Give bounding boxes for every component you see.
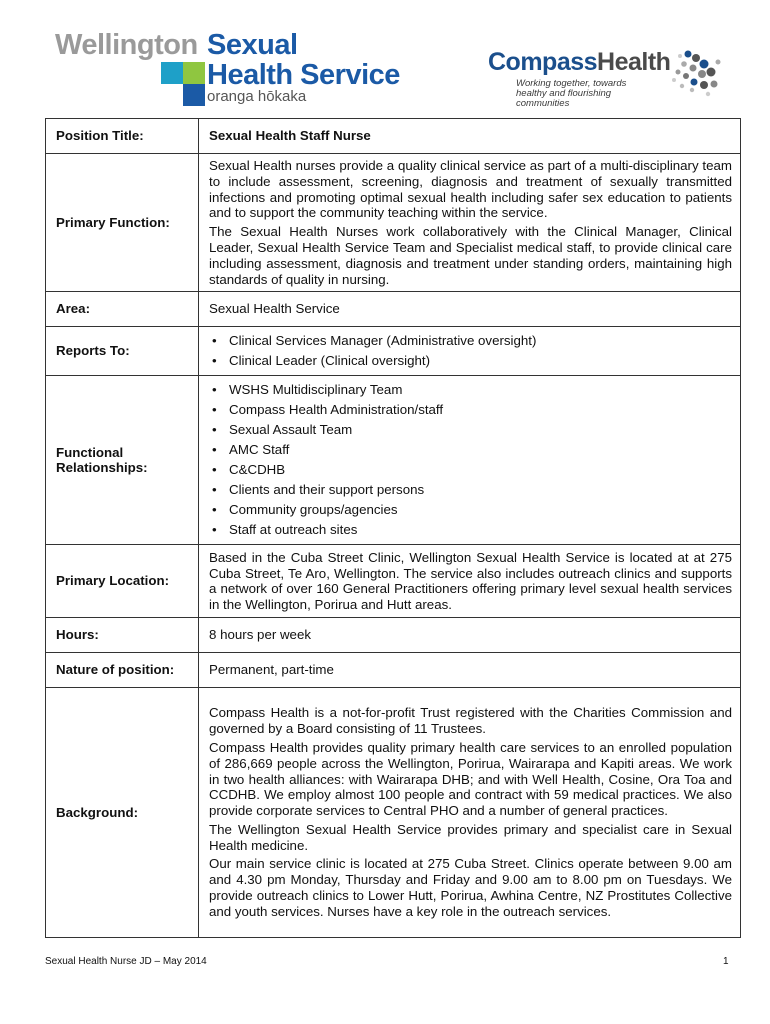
logo-text-sexual: Sexual — [207, 29, 298, 61]
list-item: • Clinical Leader (Clinical oversight) — [229, 351, 732, 371]
row-hours — [46, 618, 741, 653]
label-nature-of-position: Nature of position: — [46, 653, 199, 688]
footer-document-title: Sexual Health Nurse JD – May 2014 — [45, 956, 207, 967]
logo-square-blue — [183, 84, 205, 106]
value-position-title: Sexual Health Staff Nurse — [199, 119, 741, 154]
footer-page-number: 1 — [723, 956, 729, 967]
value-primary-location: Based in the Cuba Street Clinic, Wellington Sexual Health Service is located at at 275 Cuba Street, Te Aro, Wellington. The service also includes outreach clinics and supports a network of over 160 General Practitioners offering primary level sexual health services in the Wellington, Porirua and Hutt areas. — [199, 545, 741, 618]
row-primary-location — [46, 545, 741, 618]
value-background — [199, 688, 741, 938]
row-reports-to — [46, 327, 741, 376]
label-primary-function: Primary Function: — [46, 154, 199, 292]
position-details-table — [45, 118, 741, 688]
label-functional-relationships: Functional Relationships: — [46, 376, 199, 545]
value-area: Sexual Health Service — [199, 292, 741, 327]
list-item: • WSHS Multidisciplinary Team — [229, 380, 732, 400]
list-item: • Clinical Services Manager (Administrative oversight) — [229, 331, 732, 351]
background-paragraph: Our main service clinic is located at 275 Cuba Street. Clinics operate between 9.00 am and 4.30 pm Monday, Thursday and Friday and 9.00 am to 8.00 pm on Tuesdays. We provide outreach clinics to Lower Hutt, Porirua, Awhina Centre, NZ Prostitutes Collective and youth services. Nurses have a key role in the outreach services. — [209, 856, 732, 919]
logo-text-oranga-hokaka: oranga hōkaka — [207, 88, 307, 105]
wshs-logo — [55, 28, 415, 106]
row-position-title — [46, 119, 741, 154]
list-item: • AMC Staff — [229, 440, 732, 460]
list-item: • C&CDHB — [229, 460, 732, 480]
logo-square-cyan — [161, 62, 183, 84]
compass-dots-icon — [666, 44, 726, 99]
background-paragraph: Compass Health provides quality primary health care services to an enrolled population of 286,669 people across the Wellington, Porirua, Wairarapa and Kapiti areas. We work in two health alliances: with Wairarapa DHB; and with Well Health, Cosine, Ora Toa and CCDHB. We employ almost 100 people and contract with 59 medical practices. We also provide corporate services to Central PHO and a number of general practices. — [209, 739, 732, 819]
compass-health-logo — [488, 44, 728, 109]
label-position-title: Position Title: — [46, 119, 199, 154]
value-primary-function — [199, 154, 741, 292]
row-primary-function — [46, 154, 741, 292]
background-table — [45, 687, 741, 938]
primary-function-paragraph: The Sexual Health Nurses work collaboratively with the Clinical Manager, Clinical Leader, Sexual Health Service Team and Specialist medical staff, to provide clinical care including assessment, diagnosis and treatment under standing orders, maintaining high standards of quality in nursing. — [209, 224, 732, 287]
background-paragraph: Compass Health is a not-for-profit Trust registered with the Charities Commission and governed by a Board consisting of 11 Trustees. — [209, 705, 732, 737]
label-hours: Hours: — [46, 618, 199, 653]
label-primary-location: Primary Location: — [46, 545, 199, 618]
row-functional-relationships — [46, 376, 741, 545]
value-hours: 8 hours per week — [199, 618, 741, 653]
list-item: • Sexual Assault Team — [229, 420, 732, 440]
row-area — [46, 292, 741, 327]
list-item: • Staff at outreach sites — [229, 520, 732, 540]
logo-text-health-service: Health Service — [207, 59, 400, 91]
value-nature-of-position: Permanent, part-time — [199, 653, 741, 688]
list-item: • Compass Health Administration/staff — [229, 400, 732, 420]
compass-health-wordmark: CompassHealth — [488, 48, 671, 76]
row-nature-of-position — [46, 653, 741, 688]
label-area: Area: — [46, 292, 199, 327]
logo-text-wellington: Wellington — [55, 29, 198, 61]
primary-function-paragraph: Sexual Health nurses provide a quality clinical service as part of a multi-disciplinary team to include assessment, screening, diagnosis and treatment of sexually transmitted infections and promoting optimal sexual health including safer sex education to patients and to support the community teaching within the service. — [209, 158, 732, 221]
row-background — [46, 688, 741, 938]
background-paragraph: The Wellington Sexual Health Service provides primary and specialist care in Sexual Health medicine. — [209, 821, 732, 853]
value-functional-relationships — [199, 376, 741, 545]
label-background: Background: — [46, 688, 199, 938]
label-reports-to: Reports To: — [46, 327, 199, 376]
list-item: • Clients and their support persons — [229, 480, 732, 500]
logo-square-green — [183, 62, 205, 84]
value-reports-to — [199, 327, 741, 376]
compass-health-tagline: Working together, towards healthy and flourishing communities — [516, 78, 627, 109]
list-item: • Community groups/agencies — [229, 500, 732, 520]
